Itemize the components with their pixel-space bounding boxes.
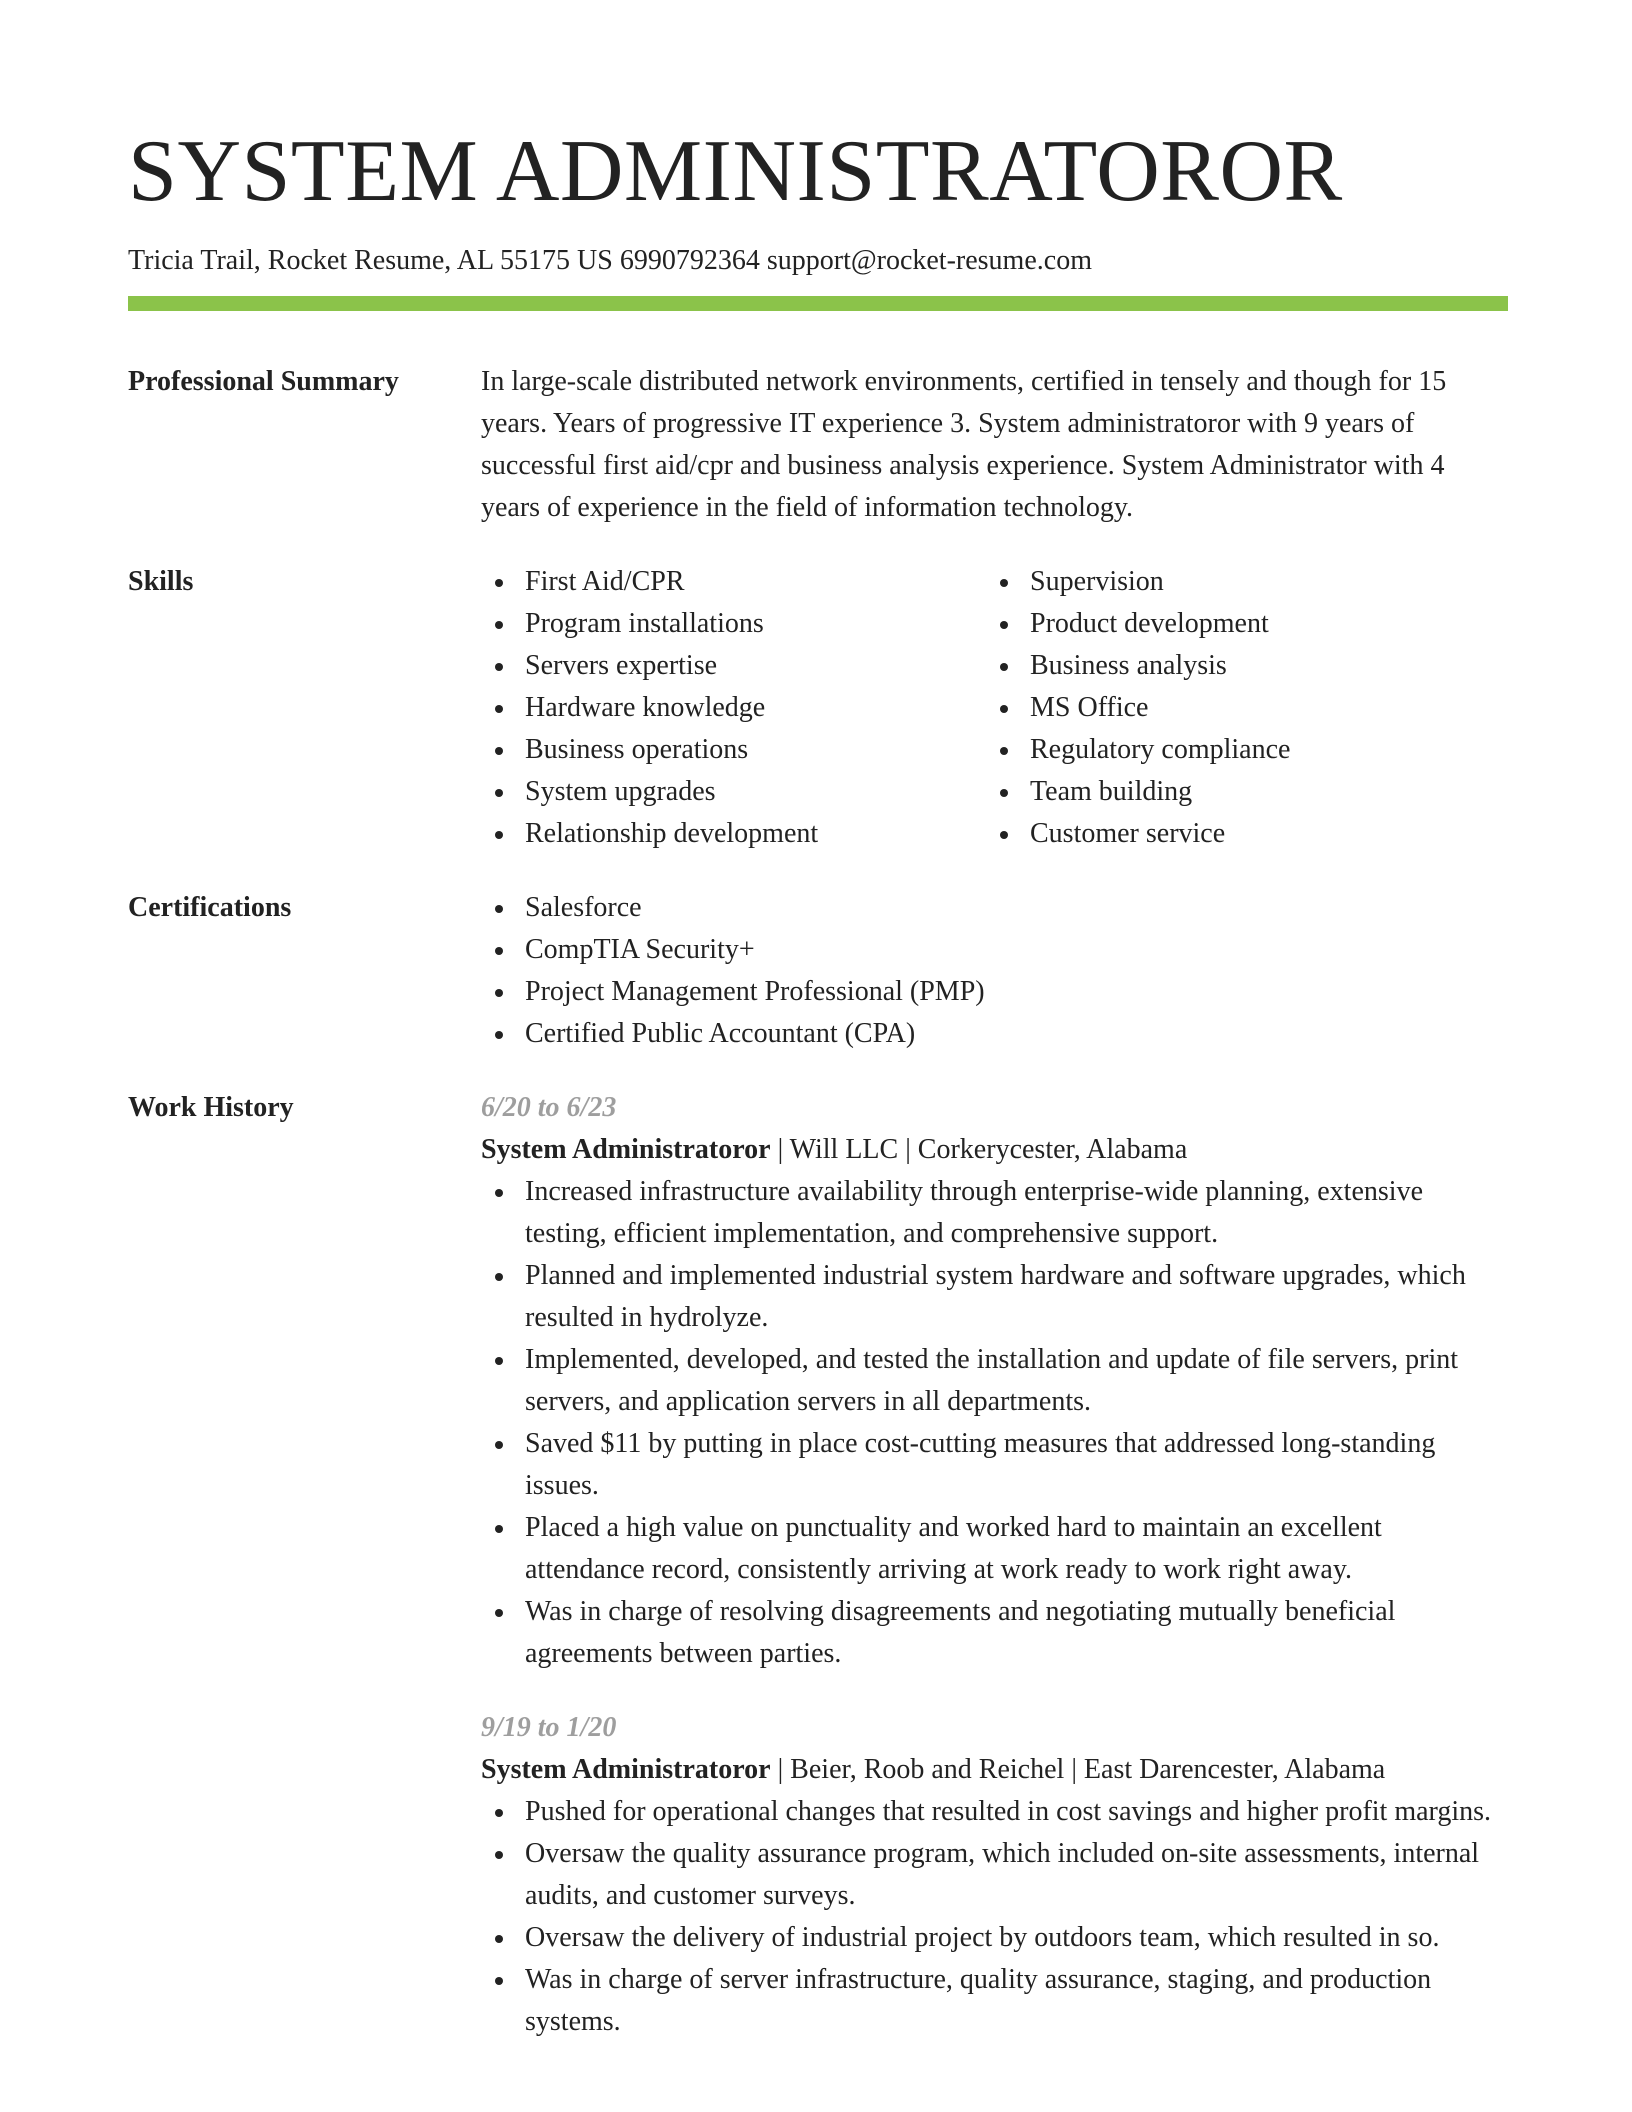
certifications-body bbox=[481, 887, 1508, 1055]
skills-heading: Skills bbox=[128, 566, 194, 597]
header-divider bbox=[128, 296, 1508, 311]
skill-item: Relationship development bbox=[481, 813, 986, 855]
skill-item: Business operations bbox=[481, 729, 986, 771]
job-bullet: Placed a high value on punctuality and worked hard to maintain an excellent attendance record, consistently arriving at work ready to work right away. bbox=[481, 1507, 1508, 1591]
skills-column-right bbox=[986, 561, 1491, 855]
contact-email: support@rocket-resume.com bbox=[766, 245, 1092, 276]
skill-item: Customer service bbox=[986, 813, 1491, 855]
skills-body bbox=[481, 561, 1508, 855]
job-heading bbox=[481, 1129, 1508, 1171]
job-bullet: Oversaw the quality assurance program, which included on-site assessments, internal audits, and customer surveys. bbox=[481, 1833, 1508, 1917]
skill-item: Regulatory compliance bbox=[986, 729, 1491, 771]
certification-item: Salesforce bbox=[481, 887, 1508, 929]
job-bullet: Implemented, developed, and tested the installation and update of file servers, print servers, and application servers in all departments. bbox=[481, 1339, 1508, 1423]
skill-item: Program installations bbox=[481, 603, 986, 645]
job-bullet-list bbox=[481, 1791, 1508, 2043]
skill-item: Hardware knowledge bbox=[481, 687, 986, 729]
job-employer-location: | Beier, Roob and Reichel | East Darencester, Alabama bbox=[770, 1754, 1386, 1785]
skill-item: Servers expertise bbox=[481, 645, 986, 687]
certifications-list bbox=[481, 887, 1508, 1055]
job-title: System Administratoror bbox=[481, 1134, 771, 1165]
summary-heading: Professional Summary bbox=[128, 366, 399, 397]
job-bullet-list bbox=[481, 1171, 1508, 1675]
certification-item: Project Management Professional (PMP) bbox=[481, 971, 1508, 1013]
work-history-heading: Work History bbox=[128, 1092, 294, 1123]
contact-line bbox=[128, 242, 1508, 280]
skill-item: MS Office bbox=[986, 687, 1491, 729]
resume-page bbox=[128, 0, 1508, 2043]
job-bullet: Increased infrastructure availability through enterprise-wide planning, extensive testing, efficient implementation, and comprehensive support. bbox=[481, 1171, 1508, 1255]
skill-item: Business analysis bbox=[986, 645, 1491, 687]
job-bullet: Saved $11 by putting in place cost-cutting measures that addressed long-standing issues. bbox=[481, 1423, 1508, 1507]
skill-item: Supervision bbox=[986, 561, 1491, 603]
job-bullet: Oversaw the delivery of industrial project by outdoors team, which resulted in so. bbox=[481, 1917, 1508, 1959]
job-bullet: Was in charge of resolving disagreements and negotiating mutually beneficial agreements between parties. bbox=[481, 1591, 1508, 1675]
job-title: System Administratoror bbox=[481, 1754, 771, 1785]
contact-phone: 6990792364 bbox=[619, 245, 760, 276]
work-history-body bbox=[481, 1087, 1508, 2043]
job-entry bbox=[481, 1707, 1508, 2043]
skills-section bbox=[128, 561, 1508, 855]
skill-item: Product development bbox=[986, 603, 1491, 645]
summary-body bbox=[481, 361, 1508, 529]
skills-list-right bbox=[986, 561, 1491, 855]
job-entry bbox=[481, 1087, 1508, 1675]
job-heading bbox=[481, 1749, 1508, 1791]
skill-item: First Aid/CPR bbox=[481, 561, 986, 603]
certification-item: Certified Public Accountant (CPA) bbox=[481, 1013, 1508, 1055]
job-bullet: Planned and implemented industrial system hardware and software upgrades, which resulted in hydrolyze. bbox=[481, 1255, 1508, 1339]
summary-section bbox=[128, 361, 1508, 529]
job-bullet: Was in charge of server infrastructure, quality assurance, staging, and production systems. bbox=[481, 1959, 1508, 2043]
skills-list-left bbox=[481, 561, 986, 855]
certifications-heading: Certifications bbox=[128, 892, 292, 923]
summary-text: In large-scale distributed network environments, certified in tensely and though for 15 years. Years of progressive IT experience 3. System administratoror with 9 years of successful first aid/cpr and business analysis experience. System Administrator with 4 years of experience in the field of information technology. bbox=[481, 366, 1447, 523]
skills-column-left bbox=[481, 561, 986, 855]
job-bullet: Pushed for operational changes that resulted in cost savings and higher profit margins. bbox=[481, 1791, 1508, 1833]
skill-item: System upgrades bbox=[481, 771, 986, 813]
certification-item: CompTIA Security+ bbox=[481, 929, 1508, 971]
skill-item: Team building bbox=[986, 771, 1491, 813]
job-dates: 9/19 to 1/20 bbox=[481, 1712, 617, 1743]
job-dates: 6/20 to 6/23 bbox=[481, 1092, 617, 1123]
work-history-section bbox=[128, 1087, 1508, 2043]
job-employer-location: | Will LLC | Corkerycester, Alabama bbox=[770, 1134, 1188, 1165]
resume-title: SYSTEM ADMINISTRATOROR bbox=[128, 123, 1343, 220]
contact-address: Tricia Trail, Rocket Resume, AL 55175 US bbox=[128, 245, 613, 276]
certifications-section bbox=[128, 887, 1508, 1055]
